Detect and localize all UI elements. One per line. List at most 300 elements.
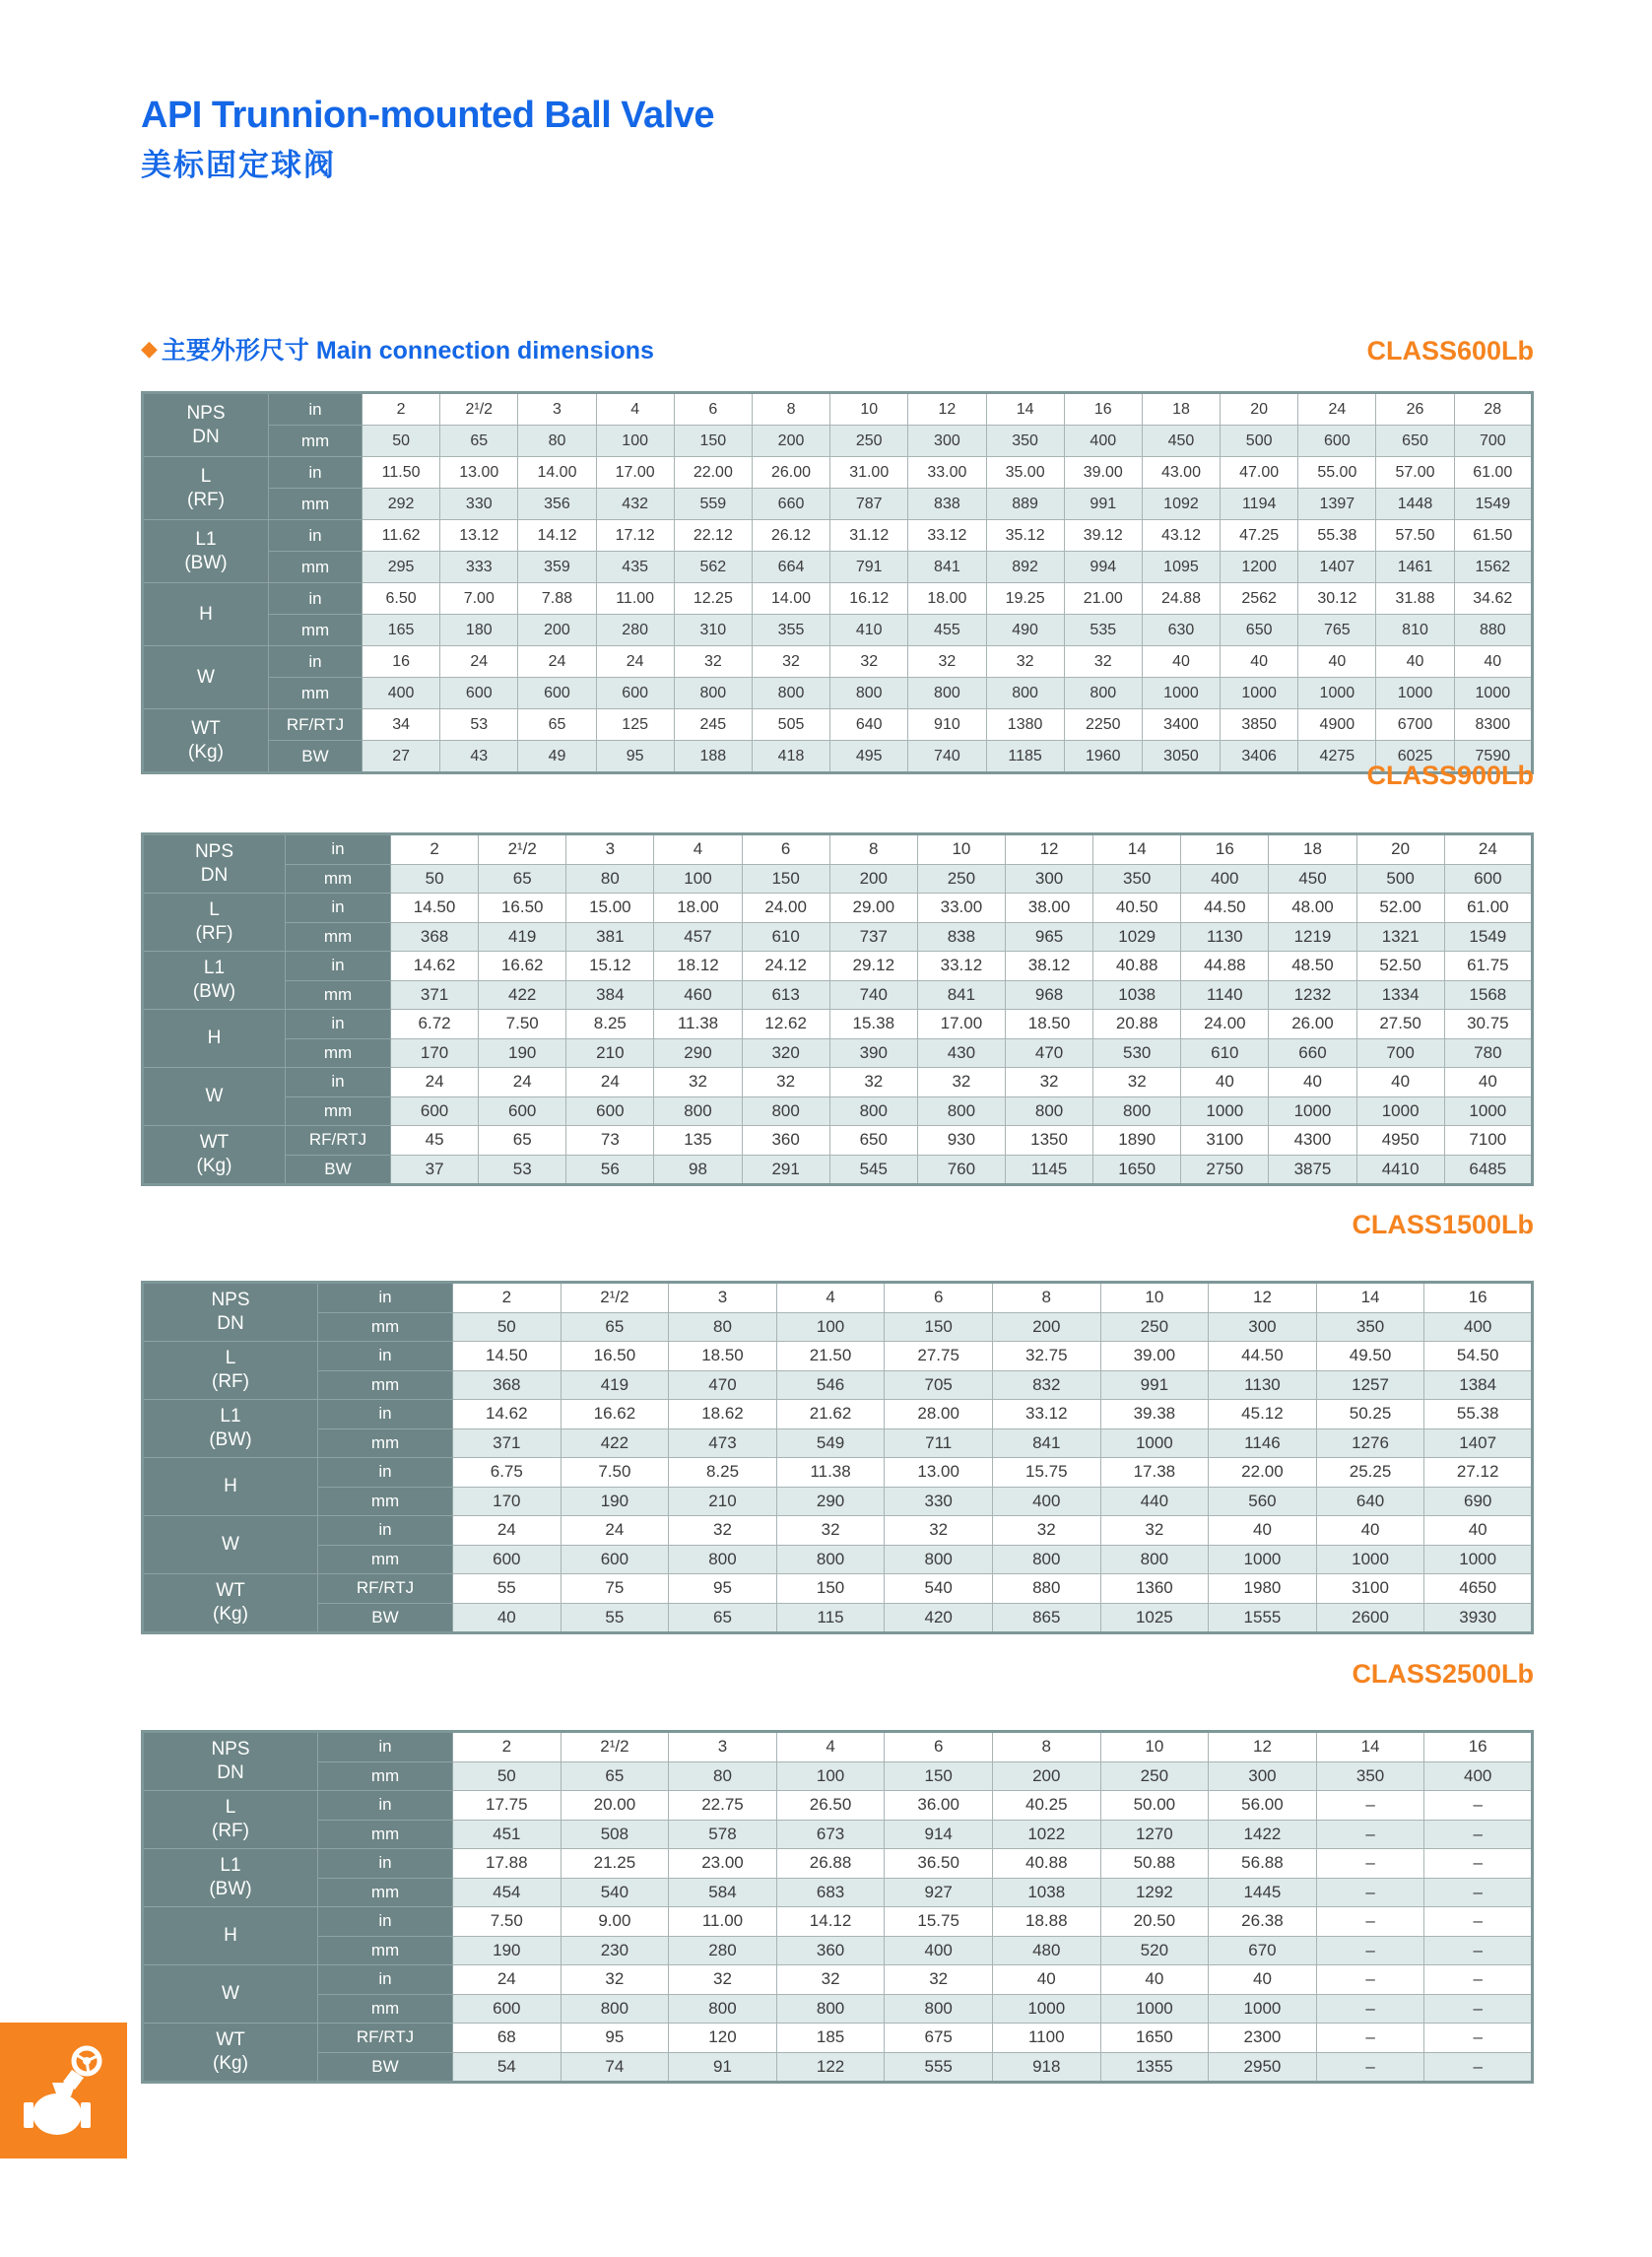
table-row <box>143 1342 1533 1371</box>
value-cell: 12.25 <box>674 583 752 615</box>
value-cell: 50.00 <box>1100 1791 1209 1821</box>
value-cell: 6485 <box>1444 1155 1532 1185</box>
value-cell: 100 <box>654 864 742 894</box>
value-cell: 4 <box>654 834 742 865</box>
table-row <box>143 980 1533 1010</box>
value-cell: 560 <box>1209 1487 1317 1516</box>
value-cell: 45.12 <box>1209 1400 1317 1429</box>
value-cell: 640 <box>1316 1487 1424 1516</box>
value-cell: 24.00 <box>742 894 829 923</box>
value-cell: 4410 <box>1356 1155 1444 1185</box>
value-cell: 1092 <box>1142 489 1220 520</box>
value-cell: 32 <box>654 1068 742 1097</box>
value-cell: 330 <box>440 489 518 520</box>
value-cell: 27.12 <box>1424 1458 1533 1488</box>
table-row <box>143 646 1533 678</box>
unit-label: in <box>286 952 391 981</box>
value-cell: 65 <box>479 1126 566 1156</box>
row-label <box>143 1283 318 1342</box>
unit-label: mm <box>318 1878 453 1907</box>
value-cell: 600 <box>596 678 674 709</box>
value-cell: 80 <box>669 1312 777 1342</box>
row-label-line2: (Kg) <box>196 1156 232 1176</box>
value-cell: 19.25 <box>986 583 1064 615</box>
value-cell: 16.12 <box>830 583 908 615</box>
value-cell: 40.88 <box>992 1849 1100 1879</box>
value-cell: 7.50 <box>479 1010 566 1039</box>
value-cell: 32 <box>992 1516 1100 1546</box>
value-cell: 10 <box>1100 1283 1209 1313</box>
value-cell: 40.50 <box>1093 894 1181 923</box>
value-cell: 65 <box>479 864 566 894</box>
value-cell: 73 <box>566 1126 654 1156</box>
value-cell: 664 <box>752 552 829 583</box>
section-header-row <box>141 331 1534 366</box>
value-cell: 810 <box>1376 615 1454 646</box>
table-row <box>143 1487 1533 1516</box>
value-cell: 6.75 <box>453 1458 562 1488</box>
value-cell: 880 <box>992 1574 1100 1604</box>
value-cell: 6.50 <box>363 583 440 615</box>
value-cell: 250 <box>1100 1312 1209 1342</box>
value-cell: 56 <box>566 1155 654 1185</box>
value-cell: 470 <box>669 1370 777 1400</box>
table-row <box>143 1791 1533 1821</box>
value-cell: 3100 <box>1316 1574 1424 1604</box>
unit-label: in <box>318 1732 453 1762</box>
value-cell: 800 <box>917 1096 1005 1126</box>
value-cell: 27 <box>363 741 440 773</box>
value-cell: 49.50 <box>1316 1342 1424 1371</box>
value-cell: 32 <box>776 1516 885 1546</box>
value-cell: – <box>1316 2052 1424 2083</box>
value-cell: 15.00 <box>566 894 654 923</box>
row-label-line1: WT <box>216 1580 245 1602</box>
value-cell: 91 <box>669 2052 777 2083</box>
row-label <box>143 393 269 457</box>
value-cell: 24 <box>561 1516 669 1546</box>
value-cell: 1448 <box>1376 489 1454 520</box>
value-cell: – <box>1316 1849 1424 1879</box>
value-cell: 508 <box>561 1820 669 1849</box>
value-cell: 6 <box>742 834 829 865</box>
value-cell: 600 <box>566 1096 654 1126</box>
value-cell: 50 <box>453 1761 562 1791</box>
value-cell: 26 <box>1376 393 1454 426</box>
value-cell: 40 <box>1316 1516 1424 1546</box>
unit-label: in <box>318 1458 453 1488</box>
value-cell: 65 <box>518 709 596 741</box>
row-label-line1: L <box>225 1348 236 1369</box>
value-cell: – <box>1424 2052 1533 2083</box>
page-subtitle-chinese: 美标固定球阀 <box>141 148 336 182</box>
value-cell: 122 <box>776 2052 885 2083</box>
table-row <box>143 1936 1533 1965</box>
value-cell: 7.00 <box>440 583 518 615</box>
value-cell: 535 <box>1064 615 1142 646</box>
value-cell: 47.25 <box>1221 520 1298 552</box>
value-cell: 1200 <box>1221 552 1298 583</box>
value-cell: 1292 <box>1100 1878 1209 1907</box>
value-cell: 3050 <box>1142 741 1220 773</box>
row-label <box>143 1732 318 1791</box>
value-cell: 200 <box>752 426 829 457</box>
value-cell: 37 <box>391 1155 479 1185</box>
table-row <box>143 741 1533 773</box>
row-label <box>143 583 269 646</box>
value-cell: 14 <box>986 393 1064 426</box>
value-cell: 55 <box>453 1574 562 1604</box>
value-cell: 880 <box>1454 615 1532 646</box>
value-cell: 371 <box>453 1428 562 1458</box>
value-cell: 600 <box>561 1545 669 1574</box>
value-cell: 435 <box>596 552 674 583</box>
value-cell: – <box>1424 1849 1533 1879</box>
value-cell: 10 <box>917 834 1005 865</box>
value-cell: 1445 <box>1209 1878 1317 1907</box>
unit-label: mm <box>286 980 391 1010</box>
value-cell: 185 <box>776 2024 885 2053</box>
value-cell: 40 <box>1298 646 1376 678</box>
value-cell: 230 <box>561 1936 669 1965</box>
value-cell: 780 <box>1444 1038 1532 1068</box>
value-cell: 24.00 <box>1181 1010 1269 1039</box>
value-cell: 30.75 <box>1444 1010 1532 1039</box>
table-row <box>143 1849 1533 1879</box>
value-cell: 700 <box>1454 426 1532 457</box>
value-cell: 11.38 <box>776 1458 885 1488</box>
value-cell: 350 <box>1093 864 1181 894</box>
value-cell: 3850 <box>1221 709 1298 741</box>
unit-label: in <box>318 1791 453 1821</box>
value-cell: 200 <box>992 1761 1100 1791</box>
table-row <box>143 1400 1533 1429</box>
value-cell: 18.88 <box>992 1907 1100 1937</box>
value-cell: 135 <box>654 1126 742 1156</box>
value-cell: 1380 <box>986 709 1064 741</box>
value-cell: 1000 <box>1100 1994 1209 2024</box>
row-label-line2: DN <box>192 426 220 447</box>
unit-label: in <box>318 1965 453 1995</box>
value-cell: 841 <box>908 552 986 583</box>
dimension-table-block <box>141 391 1534 774</box>
row-label <box>143 1791 318 1849</box>
table-row <box>143 894 1533 923</box>
row-label <box>143 1965 318 2024</box>
value-cell: 18.50 <box>1005 1010 1092 1039</box>
brand-logo <box>0 2023 127 2158</box>
unit-label: mm <box>286 922 391 952</box>
value-cell: 74 <box>561 2052 669 2083</box>
unit-label: mm <box>269 615 363 646</box>
value-cell: 1568 <box>1444 980 1532 1010</box>
value-cell: 455 <box>908 615 986 646</box>
value-cell: 1270 <box>1100 1820 1209 1849</box>
table-row <box>143 1820 1533 1849</box>
value-cell: 6025 <box>1376 741 1454 773</box>
value-cell: 95 <box>596 741 674 773</box>
value-cell: 2¹/2 <box>561 1283 669 1313</box>
value-cell: 13.00 <box>440 457 518 489</box>
value-cell: 800 <box>742 1096 829 1126</box>
row-label-line1: W <box>197 666 215 688</box>
value-cell: 44.50 <box>1209 1342 1317 1371</box>
row-label-line2: (RF) <box>212 1371 249 1392</box>
unit-label: mm <box>286 864 391 894</box>
value-cell: 21.62 <box>776 1400 885 1429</box>
value-cell: 495 <box>830 741 908 773</box>
value-cell: 53 <box>479 1155 566 1185</box>
value-cell: 250 <box>1100 1761 1209 1791</box>
row-label-line1: L1 <box>220 1406 241 1427</box>
row-label-line1: L1 <box>195 528 217 550</box>
value-cell: 11.00 <box>669 1907 777 1937</box>
value-cell: 7100 <box>1444 1126 1532 1156</box>
page-title: API Trunnion-mounted Ball Valve <box>141 95 715 136</box>
value-cell: – <box>1424 1994 1533 2024</box>
value-cell: 683 <box>776 1878 885 1907</box>
value-cell: 800 <box>654 1096 742 1126</box>
value-cell: 420 <box>885 1603 993 1633</box>
value-cell: 16.62 <box>561 1400 669 1429</box>
value-cell: 359 <box>518 552 596 583</box>
value-cell: 29.00 <box>829 894 917 923</box>
row-label-line2: DN <box>217 1762 244 1783</box>
unit-label: mm <box>269 426 363 457</box>
value-cell: 11.38 <box>654 1010 742 1039</box>
value-cell: 16.50 <box>561 1342 669 1371</box>
value-cell: 57.00 <box>1376 457 1454 489</box>
value-cell: – <box>1424 1820 1533 1849</box>
row-label <box>143 1342 318 1400</box>
row-label-line1: W <box>222 1983 239 2005</box>
value-cell: 18.62 <box>669 1400 777 1429</box>
value-cell: 29.12 <box>829 952 917 981</box>
value-cell: 14.00 <box>752 583 829 615</box>
row-label <box>143 1126 286 1185</box>
table-row <box>143 1907 1533 1937</box>
unit-label: in <box>318 1283 453 1313</box>
value-cell: 390 <box>829 1038 917 1068</box>
value-cell: 290 <box>654 1038 742 1068</box>
value-cell: 43.12 <box>1142 520 1220 552</box>
row-label <box>143 520 269 583</box>
value-cell: 350 <box>1316 1761 1424 1791</box>
diamond-icon: ◆ <box>141 336 158 361</box>
value-cell: 24.88 <box>1142 583 1220 615</box>
value-cell: 22.00 <box>674 457 752 489</box>
value-cell: 292 <box>363 489 440 520</box>
value-cell: 43 <box>440 741 518 773</box>
value-cell: 927 <box>885 1878 993 1907</box>
value-cell: 968 <box>1005 980 1092 1010</box>
value-cell: 54.50 <box>1424 1342 1533 1371</box>
value-cell: 50.88 <box>1100 1849 1209 1879</box>
row-label-line1: H <box>207 1028 222 1049</box>
value-cell: 660 <box>752 489 829 520</box>
value-cell: 16 <box>1064 393 1142 426</box>
value-cell: 18.00 <box>908 583 986 615</box>
value-cell: 21.25 <box>561 1849 669 1879</box>
value-cell: 32 <box>669 1516 777 1546</box>
value-cell: 16 <box>363 646 440 678</box>
value-cell: 650 <box>829 1126 917 1156</box>
value-cell: 600 <box>1298 426 1376 457</box>
value-cell: 549 <box>776 1428 885 1458</box>
table-row <box>143 1283 1533 1313</box>
table-row <box>143 864 1533 894</box>
unit-label: RF/RTJ <box>318 2024 453 2053</box>
value-cell: 14.50 <box>453 1342 562 1371</box>
row-label-line1: L <box>225 1797 236 1819</box>
row-label <box>143 709 269 773</box>
value-cell: 21.50 <box>776 1342 885 1371</box>
value-cell: 6 <box>674 393 752 426</box>
value-cell: 250 <box>917 864 1005 894</box>
row-label-line2: DN <box>200 865 229 886</box>
value-cell: 600 <box>391 1096 479 1126</box>
value-cell: 18.50 <box>669 1342 777 1371</box>
value-cell: 1257 <box>1316 1370 1424 1400</box>
value-cell: 360 <box>742 1126 829 1156</box>
value-cell: 368 <box>453 1370 562 1400</box>
value-cell: 75 <box>561 1574 669 1604</box>
row-label <box>143 1849 318 1907</box>
value-cell: 610 <box>1181 1038 1269 1068</box>
value-cell: 40 <box>1376 646 1454 678</box>
value-cell: 15.75 <box>885 1907 993 1937</box>
value-cell: 1000 <box>1181 1096 1269 1126</box>
value-cell: 55 <box>561 1603 669 1633</box>
value-cell: 40 <box>1356 1068 1444 1097</box>
value-cell: 333 <box>440 552 518 583</box>
unit-label: in <box>286 894 391 923</box>
value-cell: 400 <box>1424 1761 1533 1791</box>
value-cell: 22.00 <box>1209 1458 1317 1488</box>
value-cell: – <box>1316 1965 1424 1995</box>
row-label <box>143 2024 318 2083</box>
value-cell: 1000 <box>992 1994 1100 2024</box>
value-cell: 1549 <box>1444 922 1532 952</box>
value-cell: 57.50 <box>1376 520 1454 552</box>
row-label <box>143 952 286 1010</box>
value-cell: 17.12 <box>596 520 674 552</box>
value-cell: 6 <box>885 1283 993 1313</box>
value-cell: 1384 <box>1424 1370 1533 1400</box>
value-cell: 61.50 <box>1454 520 1532 552</box>
value-cell: 11.62 <box>363 520 440 552</box>
value-cell: 1000 <box>1142 678 1220 709</box>
value-cell: 350 <box>986 426 1064 457</box>
value-cell: 52.50 <box>1356 952 1444 981</box>
value-cell: 13.00 <box>885 1458 993 1488</box>
value-cell: 1219 <box>1269 922 1356 952</box>
value-cell: 8 <box>992 1732 1100 1762</box>
table-row <box>143 1761 1533 1791</box>
value-cell: 24 <box>453 1516 562 1546</box>
value-cell: 26.00 <box>1269 1010 1356 1039</box>
value-cell: 1095 <box>1142 552 1220 583</box>
value-cell: 49 <box>518 741 596 773</box>
value-cell: 800 <box>830 678 908 709</box>
value-cell: 889 <box>986 489 1064 520</box>
dimension-table-block <box>141 1730 1534 2084</box>
value-cell: 410 <box>830 615 908 646</box>
row-label-line1: L <box>209 899 220 921</box>
value-cell: 418 <box>752 741 829 773</box>
table-row <box>143 393 1533 426</box>
value-cell: 16.50 <box>479 894 566 923</box>
value-cell: 170 <box>453 1487 562 1516</box>
value-cell: 765 <box>1298 615 1376 646</box>
dimension-table <box>141 1730 1534 2084</box>
value-cell: 290 <box>776 1487 885 1516</box>
value-cell: 918 <box>992 2052 1100 2083</box>
value-cell: 7.50 <box>561 1458 669 1488</box>
value-cell: 8.25 <box>669 1458 777 1488</box>
value-cell: 95 <box>669 1574 777 1604</box>
value-cell: – <box>1424 1965 1533 1995</box>
value-cell: 400 <box>1424 1312 1533 1342</box>
value-cell: 1000 <box>1298 678 1376 709</box>
value-cell: 1038 <box>1093 980 1181 1010</box>
value-cell: 451 <box>453 1820 562 1849</box>
table-row <box>143 1096 1533 1126</box>
value-cell: 2 <box>391 834 479 865</box>
value-cell: 17.88 <box>453 1849 562 1879</box>
value-cell: 61.00 <box>1454 457 1532 489</box>
row-label-line2: (RF) <box>195 923 233 944</box>
value-cell: 32 <box>1064 646 1142 678</box>
value-cell: 20 <box>1221 393 1298 426</box>
value-cell: 737 <box>829 922 917 952</box>
value-cell: 250 <box>830 426 908 457</box>
value-cell: 14 <box>1316 1283 1424 1313</box>
value-cell: 170 <box>391 1038 479 1068</box>
value-cell: 200 <box>992 1312 1100 1342</box>
value-cell: 1422 <box>1209 1820 1317 1849</box>
value-cell: 4300 <box>1269 1126 1356 1156</box>
value-cell: 1146 <box>1209 1428 1317 1458</box>
value-cell: 1650 <box>1093 1155 1181 1185</box>
row-label-line1: H <box>224 1476 237 1497</box>
value-cell: 6 <box>885 1732 993 1762</box>
value-cell: 32 <box>752 646 829 678</box>
value-cell: 28.00 <box>885 1400 993 1429</box>
value-cell: 3 <box>669 1283 777 1313</box>
value-cell: 32 <box>986 646 1064 678</box>
value-cell: 40.88 <box>1093 952 1181 981</box>
unit-label: RF/RTJ <box>286 1126 391 1156</box>
value-cell: 12 <box>1209 1283 1317 1313</box>
value-cell: 300 <box>1005 864 1092 894</box>
value-cell: 400 <box>992 1487 1100 1516</box>
value-cell: 32 <box>885 1965 993 1995</box>
value-cell: 14.12 <box>518 520 596 552</box>
value-cell: 30.12 <box>1298 583 1376 615</box>
unit-label: mm <box>318 1994 453 2024</box>
unit-label: mm <box>318 1428 453 1458</box>
value-cell: 559 <box>674 489 752 520</box>
value-cell: 33.12 <box>917 952 1005 981</box>
value-cell: 26.38 <box>1209 1907 1317 1937</box>
value-cell: 600 <box>479 1096 566 1126</box>
row-label-line2: (BW) <box>209 1429 252 1450</box>
value-cell: 422 <box>479 980 566 1010</box>
dimension-table <box>141 391 1534 774</box>
value-cell: 965 <box>1005 922 1092 952</box>
value-cell: 8 <box>752 393 829 426</box>
